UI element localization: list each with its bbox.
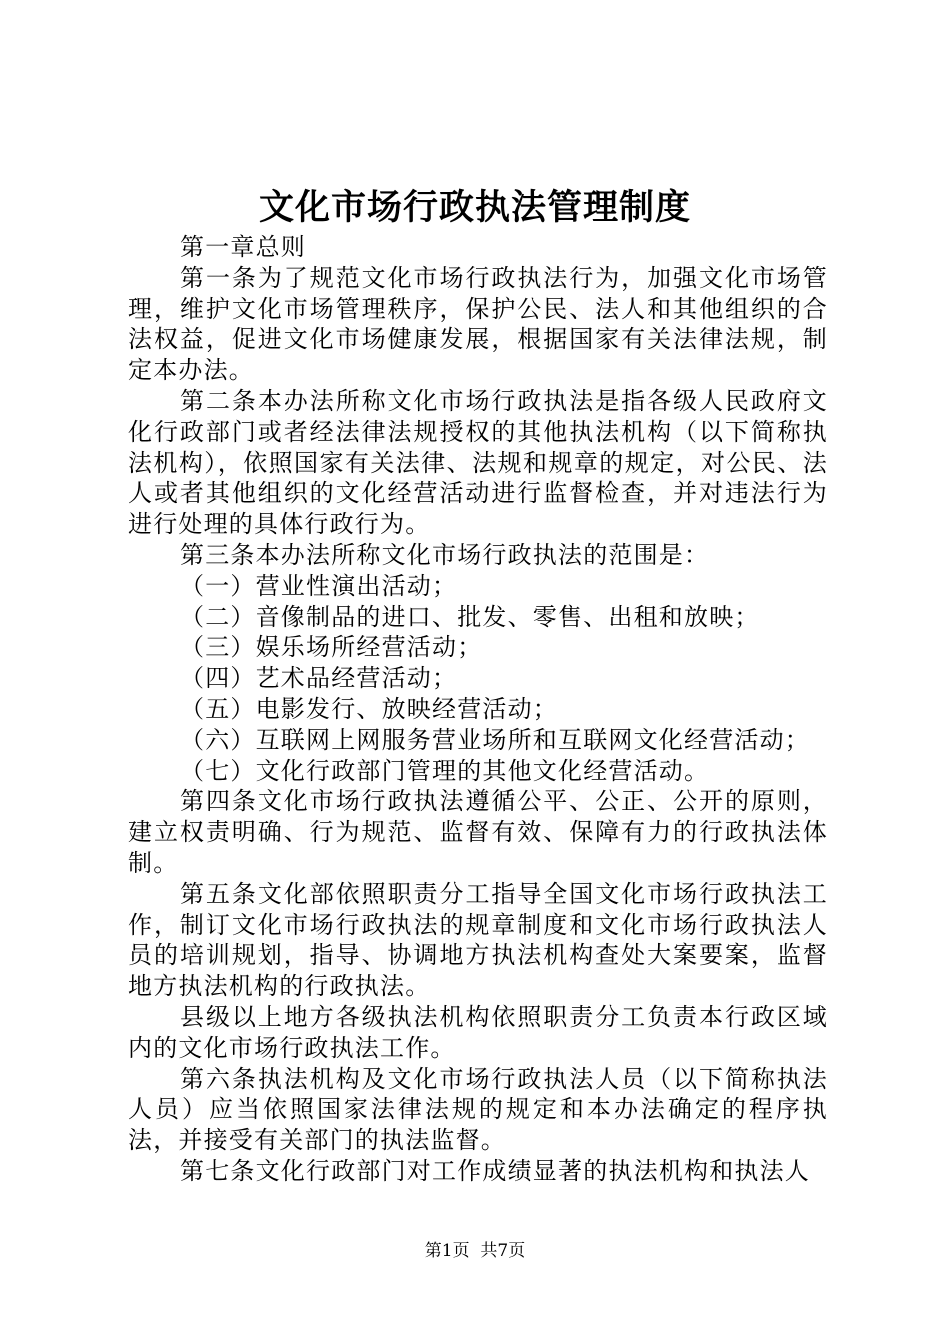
article-6: 第六条执法机构及文化市场行政执法人员（以下简称执法人员）应当依照国家法律法规的规定和本办法确定的程序执法，并接受有关部门的执法监督。 — [128, 1064, 828, 1155]
list-item-7: （七）文化行政部门管理的其他文化经营活动。 — [180, 756, 710, 785]
article-7: 第七条文化行政部门对工作成绩显著的执法机构和执法人 — [180, 1156, 810, 1185]
list-item-5: （五）电影发行、放映经营活动； — [180, 694, 558, 723]
article-2: 第二条本办法所称文化市场行政执法是指各级人民政府文化行政部门或者经法律法规授权的其他执法机构（以下简称执法机构），依照国家有关法律、法规和规章的规定，对公民、法人或者其他组织的文化经营活动进行监督检查，并对违法行为进行处理的具体行政行为。 — [128, 386, 828, 539]
article-5: 第五条文化部依照职责分工指导全国文化市场行政执法工作，制订文化市场行政执法的规章制度和文化市场行政执法人员的培训规划，指导、协调地方执法机构查处大案要案，监督地方执法机构的行政执法。 — [128, 879, 828, 1001]
article-5-paragraph-2: 县级以上地方各级执法机构依照职责分工负责本行政区域内的文化市场行政执法工作。 — [128, 1002, 828, 1062]
list-item-6: （六）互联网上网服务营业场所和互联网文化经营活动； — [180, 725, 810, 754]
article-1: 第一条为了规范文化市场行政执法行为，加强文化市场管理，维护文化市场管理秩序，保护公民、法人和其他组织的合法权益，促进文化市场健康发展，根据国家有关法律法规，制定本办法。 — [128, 263, 828, 385]
list-item-3: （三）娱乐场所经营活动； — [180, 633, 483, 662]
list-item-2: （二）音像制品的进口、批发、零售、出租和放映； — [180, 602, 760, 631]
chapter-heading: 第一章总则 — [180, 233, 306, 261]
list-item-4: （四）艺术品经营活动； — [180, 664, 458, 693]
page-total: 共7页 — [480, 1241, 526, 1261]
document-title: 文化市场行政执法管理制度 — [258, 187, 691, 228]
list-item-1: （一）营业性演出活动； — [180, 571, 458, 600]
page-number: 第1页 — [424, 1241, 470, 1261]
page-footer — [0, 1240, 950, 1262]
document-body — [128, 232, 828, 1187]
article-3: 第三条本办法所称文化市场行政执法的范围是： — [180, 540, 710, 569]
article-4: 第四条文化市场行政执法遵循公平、公正、公开的原则，建立权责明确、行为规范、监督有效、保障有力的行政执法体制。 — [128, 787, 828, 877]
